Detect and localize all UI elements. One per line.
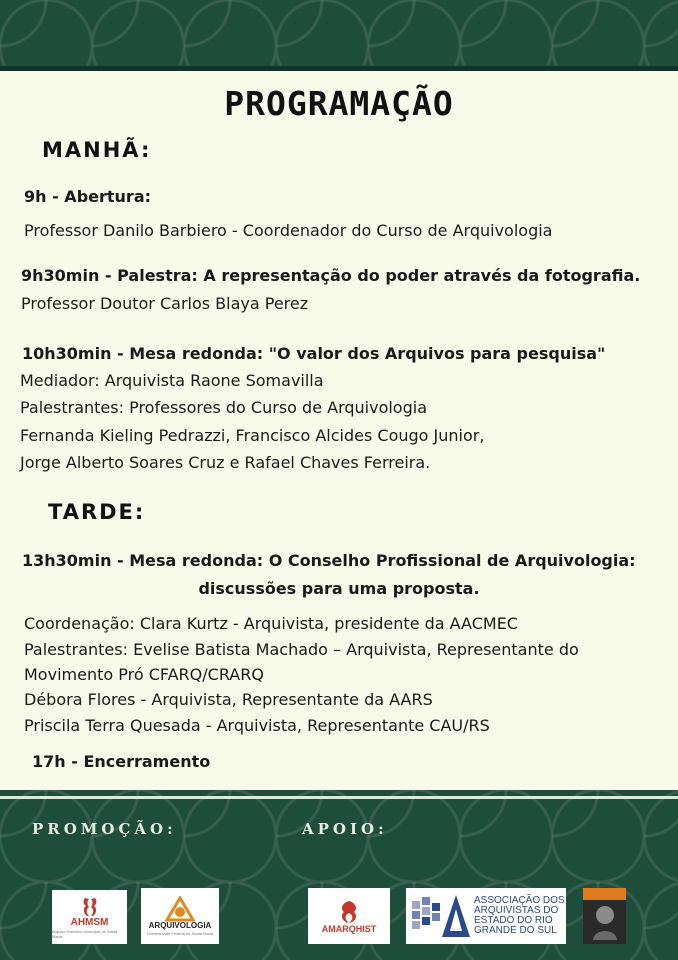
morning-heading: MANHÃ:: [42, 138, 152, 162]
round-table-afternoon-line: Palestrantes: Evelise Batista Machado – Arquivista, Representante do: [24, 640, 579, 659]
amarqhist-logo: [308, 888, 390, 944]
round-table-morning-title: 10h30min - Mesa redonda: "O valor dos Arquivos para pesquisa": [22, 344, 606, 363]
ahmsm-logo-text: AHMSM: [70, 916, 109, 928]
afternoon-heading: TARDE:: [48, 500, 146, 524]
ahmsm-logo-subtext: Arquivo Histórico Municipal de Santa Maria: [52, 928, 118, 939]
support-label: APOIO:: [302, 820, 388, 838]
round-table-afternoon-line: Coordenação: Clara Kurtz - Arquivista, presidente da AACMEC: [24, 614, 518, 633]
book-cover-image: [583, 888, 626, 944]
opening-title: 9h - Abertura:: [24, 187, 152, 206]
round-table-morning-line: Fernanda Kieling Pedrazzi, Francisco Alcides Cougo Junior,: [20, 426, 485, 445]
book-cover-band: [583, 888, 626, 900]
amarqhist-logo-text: AMARQHIST: [321, 923, 377, 934]
round-table-afternoon-line: Movimento Pró CFARQ/CRARQ: [24, 665, 264, 684]
top-decorative-band: [0, 0, 678, 66]
closing-item: 17h - Encerramento: [32, 752, 211, 771]
aars-logo-line: ARQUIVISTAS DO: [474, 905, 559, 916]
promotion-label: PROMOÇÃO:: [32, 820, 177, 838]
ahmsm-logo: [52, 890, 127, 944]
aars-emblem-icon: [410, 891, 472, 941]
amarqhist-emblem-icon: [336, 899, 362, 925]
page-title: PROGRAMAÇÃO: [224, 84, 454, 123]
arquivologia-logo-subtext: Universidade Federal de Santa Maria: [146, 931, 214, 936]
ahmsm-emblem-icon: [79, 896, 101, 918]
round-table-afternoon-subtitle: discussões para uma proposta.: [198, 579, 480, 598]
round-table-afternoon-title: 13h30min - Mesa redonda: O Conselho Profissional de Arquivologia:: [22, 551, 636, 570]
round-table-morning-line: Palestrantes: Professores do Curso de Arquivologia: [20, 398, 427, 417]
round-table-morning-line: Jorge Alberto Soares Cruz e Rafael Chaves Ferreira.: [20, 453, 431, 472]
aars-logo-line: ASSOCIAÇÃO DOS: [474, 895, 565, 906]
lecture-speaker: Professor Doutor Carlos Blaya Perez: [21, 294, 309, 313]
arquivologia-logo: [141, 888, 219, 944]
portrait-icon: [590, 900, 620, 940]
aars-logo: [406, 888, 566, 944]
arquivologia-emblem-icon: [165, 896, 195, 922]
round-table-morning-line: Mediador: Arquivista Raone Somavilla: [20, 371, 324, 390]
aars-logo-line: GRANDE DO SUL: [474, 925, 557, 936]
round-table-afternoon-line: Priscila Terra Quesada - Arquivista, Representante CAU/RS: [24, 716, 490, 735]
lecture-title: 9h30min - Palestra: A representação do poder através da fotografia.: [21, 266, 641, 285]
aars-logo-line: ESTADO DO RIO: [474, 915, 553, 926]
opening-speaker: Professor Danilo Barbiero - Coordenador do Curso de Arquivologia: [24, 221, 553, 240]
arquivologia-logo-text: ARQUIVOLOGIA: [148, 921, 212, 930]
round-table-afternoon-line: Débora Flores - Arquivista, Representante da AARS: [24, 690, 433, 709]
